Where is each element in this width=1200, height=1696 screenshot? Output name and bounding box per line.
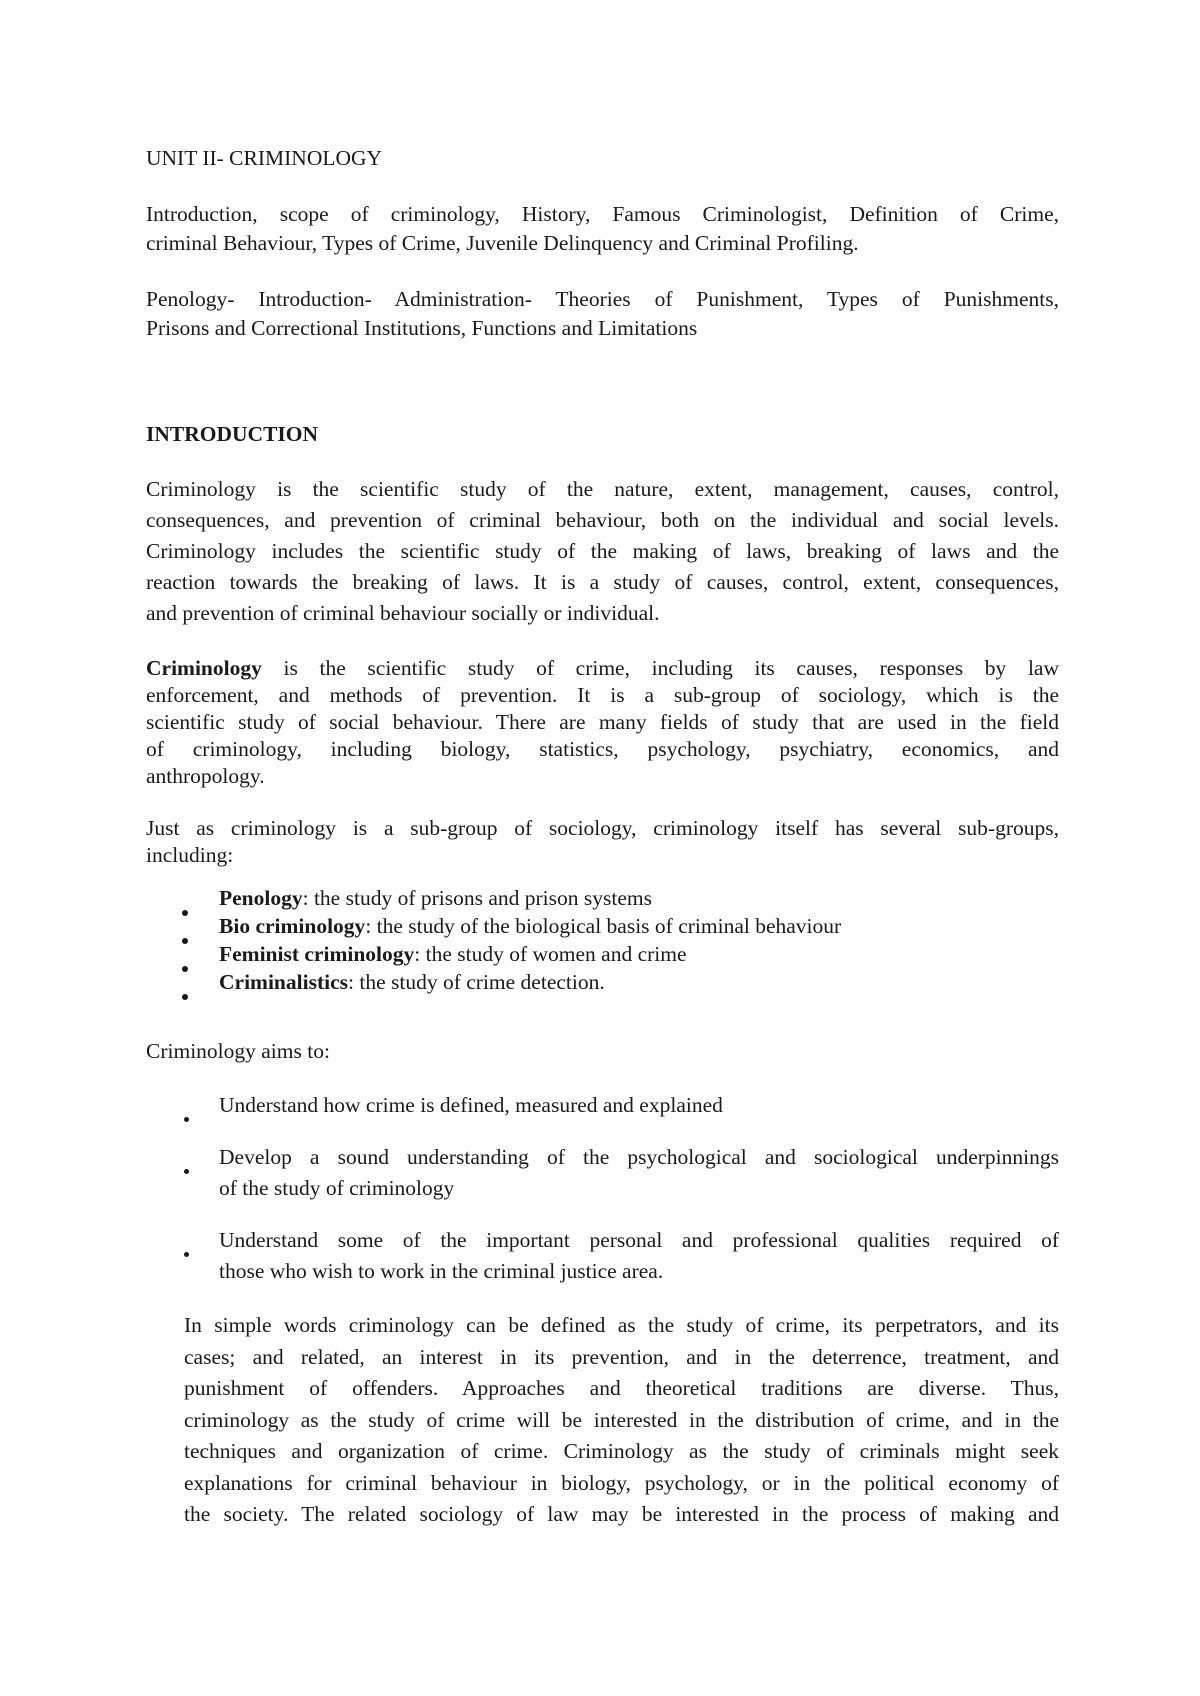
bullet-icon <box>182 897 188 922</box>
text-line: consequences, and prevention of criminal behaviour, both on the individual and social levels. <box>146 508 1059 532</box>
list-item <box>219 886 652 911</box>
text-line: reaction towards the breaking of laws. It is a study of causes, control, extent, consequences, <box>146 570 1059 594</box>
text-line: explanations for criminal behaviour in biology, psychology, or in the political economy of <box>184 1470 1059 1495</box>
text-line: Understand some of the important personal and professional qualities required of <box>219 1228 1059 1252</box>
text-line: and prevention of criminal behaviour socially or individual. <box>146 601 660 625</box>
bullet-icon <box>182 925 188 950</box>
subgroups-intro <box>146 815 1059 869</box>
bullet-icon <box>182 981 188 1006</box>
text-line: Penology- Introduction- Administration- Theories of Punishment, Types of Punishments, <box>146 287 1059 311</box>
text-line: the society. The related sociology of law may be interested in the process of making and <box>184 1502 1059 1526</box>
syllabus-paragraph-1 <box>146 200 1059 258</box>
list-item <box>219 970 605 995</box>
text-line: Understand how crime is defined, measured and explained <box>219 1093 723 1117</box>
text-line: including: <box>146 843 234 867</box>
text-line: of criminology, including biology, statistics, psychology, psychiatry, economics, and <box>146 737 1059 761</box>
bold-term: Criminology <box>146 656 262 680</box>
text-line: Develop a sound understanding of the psychological and sociological underpinnings <box>219 1145 1059 1169</box>
text-line: Introduction, scope of criminology, History, Famous Criminologist, Definition of Crime, <box>146 202 1059 226</box>
text-line: of the study of criminology <box>219 1176 455 1200</box>
list-item <box>219 1225 1059 1287</box>
list-item <box>219 914 841 939</box>
bullet-icon <box>184 1238 189 1263</box>
text-line: criminal Behaviour, Types of Crime, Juvenile Delinquency and Criminal Profiling. <box>146 231 859 255</box>
description: : the study of women and crime <box>414 942 687 966</box>
description: : the study of the biological basis of criminal behaviour <box>365 914 842 938</box>
unit-title: UNIT II- CRIMINOLOGY <box>146 146 383 170</box>
description: : the study of prisons and prison systems <box>302 886 652 910</box>
list-item <box>219 942 687 967</box>
text-line: Criminology is the scientific study of the nature, extent, management, causes, control, <box>146 477 1059 501</box>
text-line: criminology as the study of crime will be interested in the distribution of crime, and in the <box>184 1407 1059 1432</box>
text-line <box>146 655 1059 682</box>
text-line: cases; and related, an interest in its prevention, and in the deterrence, treatment, and <box>184 1344 1059 1369</box>
term: Penology <box>219 886 303 910</box>
description: : the study of crime detection. <box>348 970 605 994</box>
text-line: scientific study of social behaviour. There are many fields of study that are used in the field <box>146 710 1059 734</box>
syllabus-paragraph-2 <box>146 285 1059 343</box>
aims-intro: Criminology aims to: <box>146 1039 330 1063</box>
bullet-icon <box>184 1155 189 1180</box>
list-item <box>219 1142 1059 1204</box>
intro-paragraph <box>146 474 1059 629</box>
bullet-icon <box>184 1103 189 1128</box>
text-line: punishment of offenders. Approaches and theoretical traditions are diverse. Thus, <box>184 1376 1059 1400</box>
text-fragment: is the scientific study of crime, including its causes, responses by law <box>261 656 1059 680</box>
term: Criminalistics <box>219 970 348 994</box>
text-line: those who wish to work in the criminal justice area. <box>219 1259 664 1283</box>
term: Feminist criminology <box>219 942 415 966</box>
text-line: Prisons and Correctional Institutions, Functions and Limitations <box>146 316 698 340</box>
term: Bio criminology <box>219 914 366 938</box>
text-line: anthropology. <box>146 764 265 788</box>
definition-paragraph <box>146 655 1059 790</box>
text-line: techniques and organization of crime. Criminology as the study of criminals might seek <box>184 1439 1059 1463</box>
text-line: Just as criminology is a sub-group of sociology, criminology itself has several sub-groups, <box>146 816 1059 840</box>
text-line: enforcement, and methods of prevention. It is a sub-group of sociology, which is the <box>146 683 1059 707</box>
bullet-icon <box>182 953 188 978</box>
section-heading-introduction: INTRODUCTION <box>146 422 319 446</box>
text-line: Criminology includes the scientific study of the making of laws, breaking of laws and the <box>146 539 1059 563</box>
simple-words-paragraph <box>184 1310 1059 1531</box>
list-item <box>219 1090 1059 1120</box>
text-line: In simple words criminology can be defined as the study of crime, its perpetrators, and its <box>184 1313 1059 1337</box>
